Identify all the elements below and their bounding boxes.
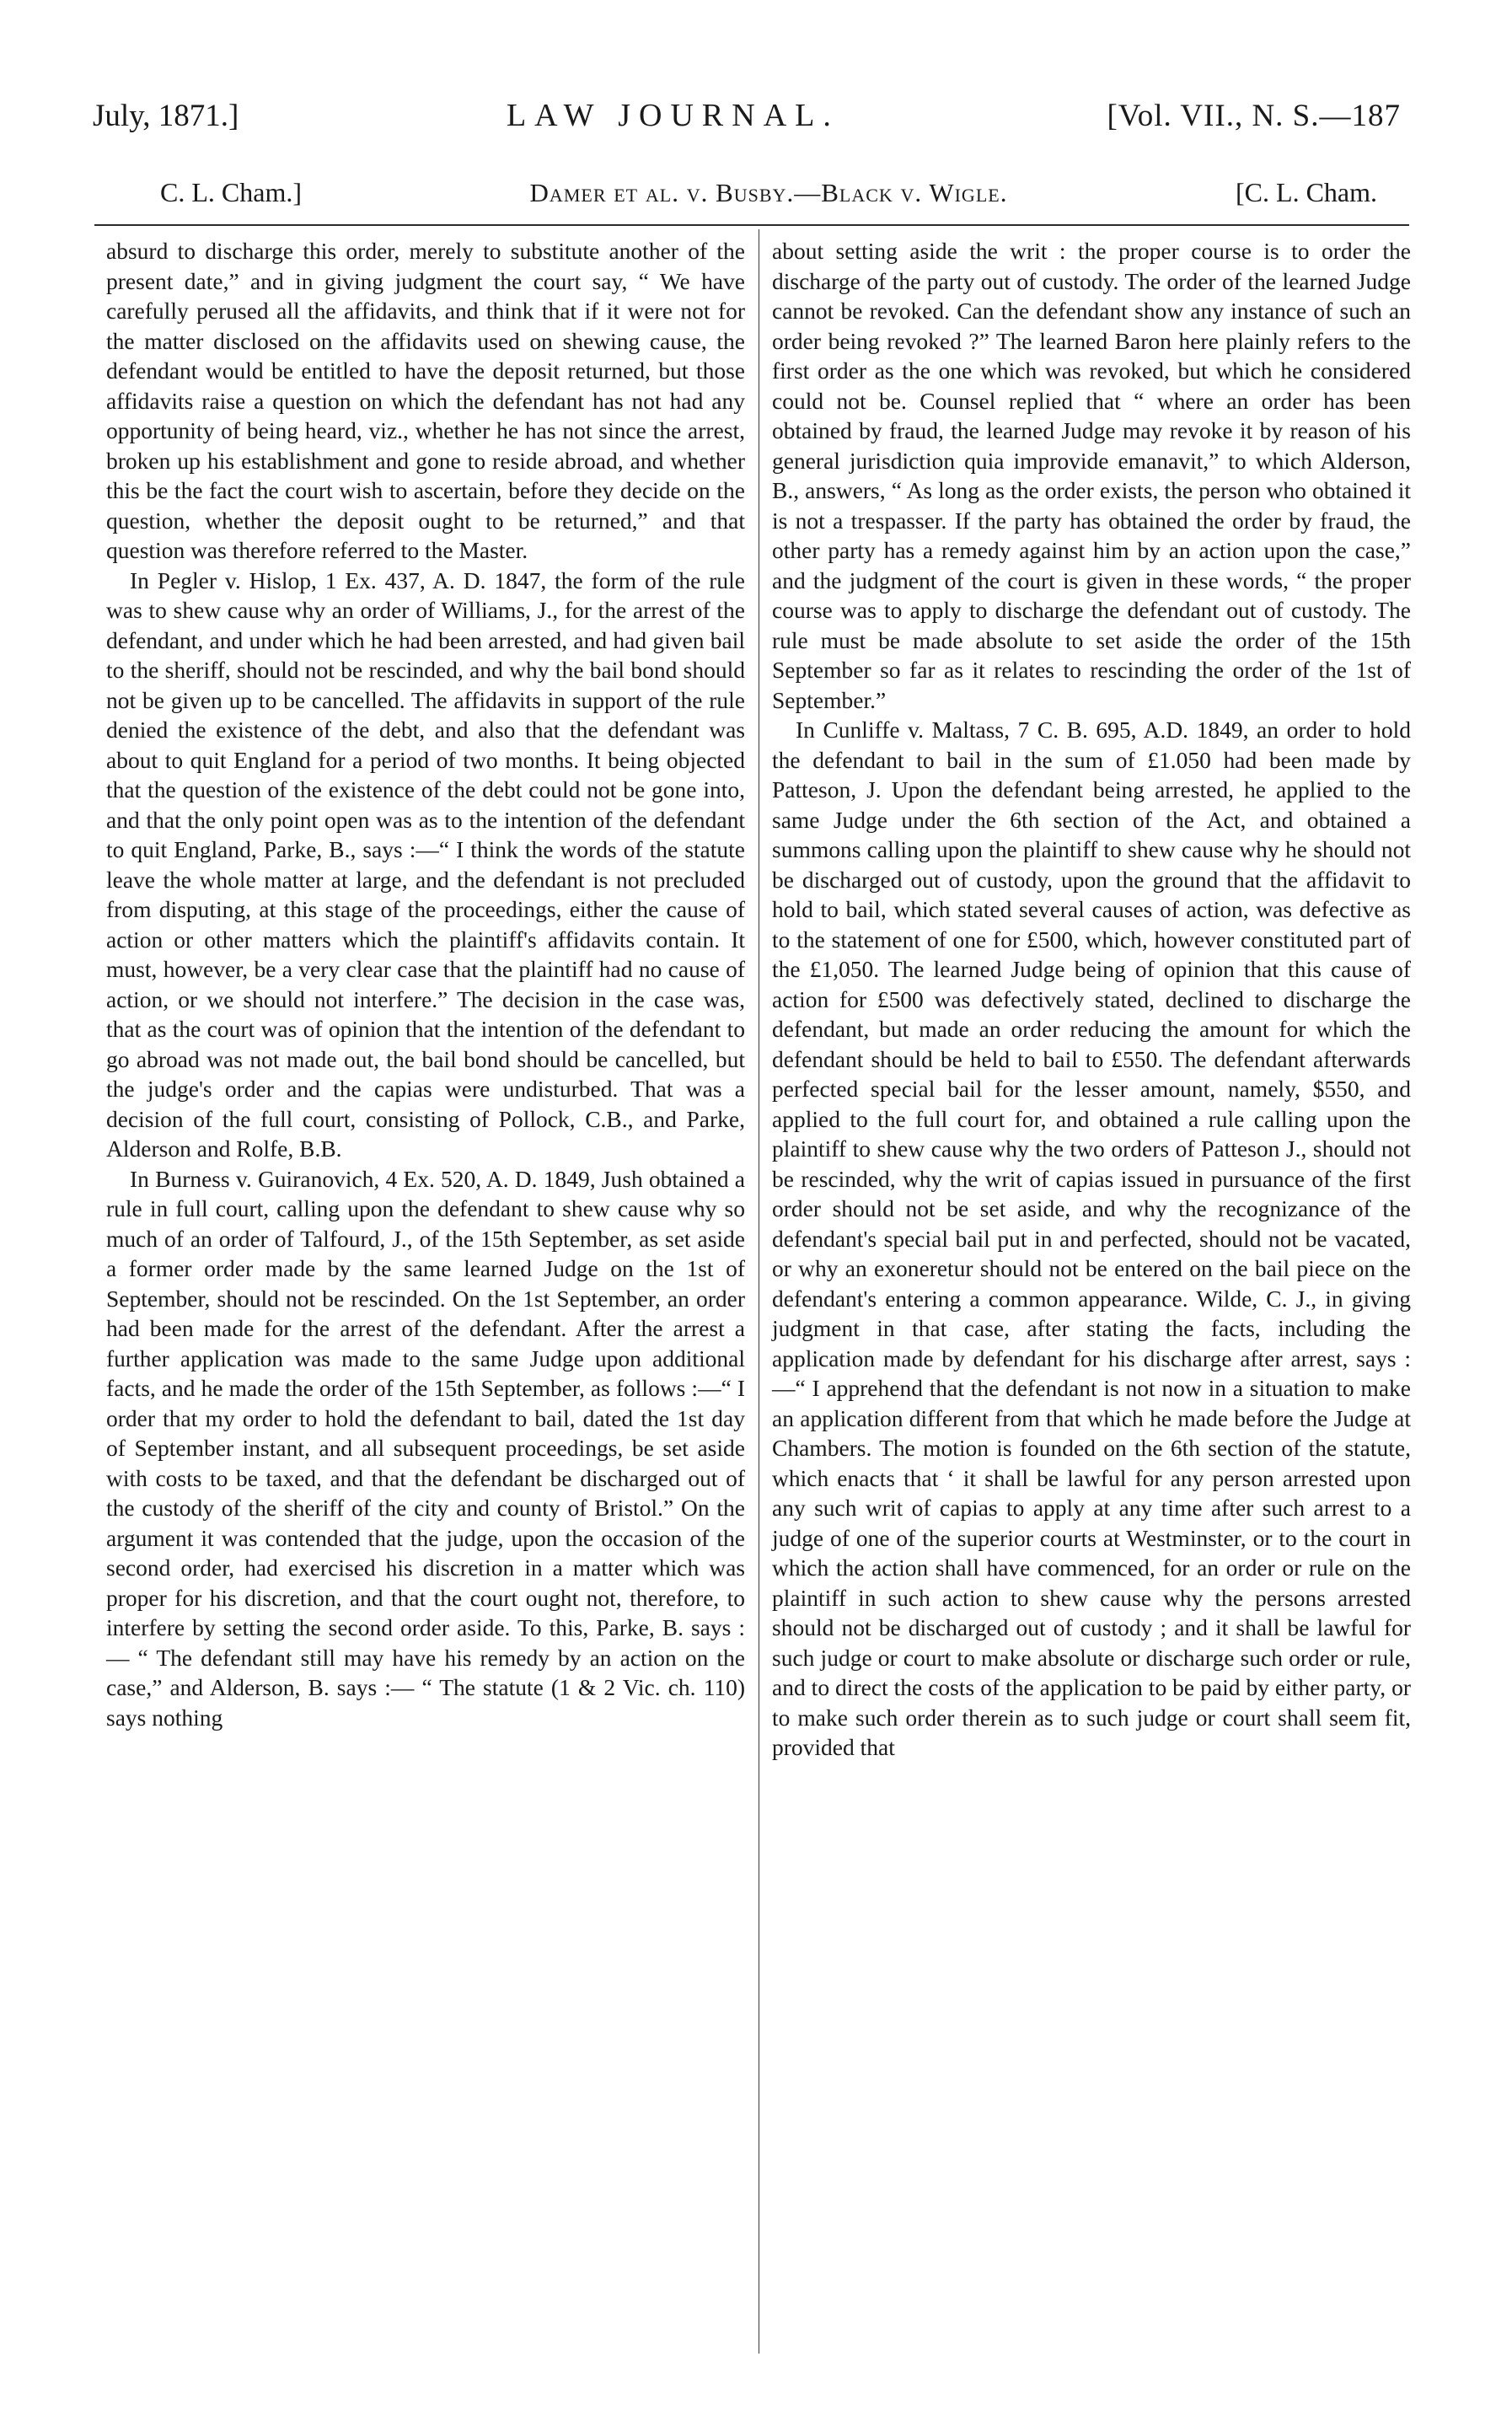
case-header [160,179,1377,212]
paragraph: absurd to discharge this order, merely to substitute another of the present date,” and in giving judgment the court say, “ We have carefully perused all the affidavits, and think that if it were not for the matter disclosed on the affidavits used on shewing cause, the defendant would be entitled to have the deposit returned, but those affidavits raise a question on which the defendant has not had any opportunity of being heard, viz., whether he has not since the arrest, broken up his establishment and gone to reside abroad, and whether this be the fact the court wish to ascertain, before they decide on the question, whether the deposit ought to be returned,” and that question was therefore referred to the Master. [106,238,745,563]
paragraph: In Cunliffe v. Maltass, 7 C. B. 695, A.D. 1849, an order to hold the defendant to bail in the sum of £1.050 had been made by Patteson, J. Upon the defendant being arrested, he applied to the same Judge under the 6th section of the Act, and obtained a summons calling upon the plaintiff to shew cause why he should not be discharged out of custody, upon the ground that the affidavit to hold to bail, which stated several causes of action, was defective as to the statement of one for £500, which, however constituted part of the £1,050. The learned Judge being of opinion that this cause of action for £500 was defectively stated, declined to discharge the defendant, but made an order reducing the amount for which the defendant should be held to bail to £550. The defendant afterwards perfected special bail for the lesser amount, namely, $550, and applied to the full court for, and obtained a rule calling upon the plaintiff to shew cause why the two orders of Patteson J., should not be rescinded, why the writ of capias issued in pursuance of the first order should not be set aside, and why the recognizance of the defendant's special bail put in and perfected, should not be vacated, or why an exoneretur should not be entered on the bail piece on the defendant's entering a common appearance. Wilde, C. J., in giving judgment in that case, after stating the facts, including the application made by defendant for his discharge after arrest, says :—“ I apprehend that the defendant is not now in a situation to make an application different from that which he made before the Judge at Chambers. The motion is founded on the 6th section of the statute, which enacts that ‘ it shall be lawful for any person arrested upon any such writ of capias to apply at any time after such arrest to a judge of one of the superior courts at Westminster, or to the court in which the action shall have commenced, for an order or rule on the plaintiff in such action to shew cause why the persons arrested should not be discharged out of custody ; and it shall be lawful for such judge or court to make absolute or discharge such order or rule, and to direct the costs of the application to be paid by either party, or to make such order therein as to such judge or court shall seem fit, provided that [772,717,1411,1760]
left-column [106,236,745,1732]
court-label-left: C. L. Cham.] [160,177,302,207]
paragraph: In Burness v. Guiranovich, 4 Ex. 520, A. D. 1849, Jush obtained a rule in full court, calling upon the defendant to shew cause why so much of an order of Talfourd, J., of the 15th September, as set aside a former order made by the same learned Judge on the 1st of September, should not be rescinded. On the 1st September, an order had been made for the arrest of the defendant. After the arrest a further application was made to the same Judge upon additional facts, and he made the order of the 15th September, as follows :—“ I order that my order to hold the defendant to bail, dated the 1st day of September instant, and all subsequent proceedings, be set aside with costs to be taxed, and that the defendant be discharged out of the custody of the sheriff of the city and county of Bristol.” On the argument it was contended that the judge, upon the occasion of the second order, had exercised his discretion in a matter which was proper for his discretion, and that the court ought not, therefore, to interfere by setting the second order aside. To this, Parke, B. says :— “ The defendant still may have his remedy by an action on the case,” and Alderson, B. says :— “ The statute (1 & 2 Vic. ch. 110) says nothing [106,1165,745,1731]
paragraph: In Pegler v. Hislop, 1 Ex. 437, A. D. 1847, the form of the rule was to shew cause why an order of Williams, J., for the arrest of the defendant, and under which he had been arrested, and had given bail to the sheriff, should not be rescinded, and why the bail bond should not be given up to be cancelled. The affidavits in support of the rule denied the existence of the debt, and also that the defendant was about to quit England for a period of two months. It being objected that the question of the existence of the debt could not be gone into, and that the only point open was as to the intention of the defendant to quit England, Parke, B., says :—“ I think the words of the statute leave the whole matter at large, and the defendant is not precluded from disputing, at this stage of the proceedings, either the cause of action or other matters which the plaintiff's affidavits contain. It must, however, be a very clear case that the plaintiff had no cause of action, or we should not interfere.” The decision in the case was, that as the court was of opinion that the intention of the defendant to go abroad was not made out, the bail bond should be cancelled, but the judge's order and the capias were undisturbed. That was a decision of the full court, consisting of Pollock, C.B., and Parke, Alderson and Rolfe, B.B. [106,566,745,1162]
journal-title: LAW JOURNAL. [506,98,839,133]
issue-date: July, 1871.] [93,99,239,133]
case-title: Damer et al. v. Busby.—Black v. Wigle. [529,178,1008,207]
header-rule [94,224,1409,226]
right-column [772,236,1411,1763]
volume-page-number: [Vol. VII., N. S.—187 [1107,99,1401,133]
court-label-right: [C. L. Cham. [1236,177,1377,207]
running-head [93,99,1401,138]
paragraph: about setting aside the writ : the proper course is to order the discharge of the party out of custody. The order of the learned Judge cannot be revoked. Can the defendant show any instance of such an order being revoked ?” The learned Baron here plainly refers to the first order as the one which was revoked, but which he considered could not be. Counsel replied that “ where an order has been obtained by fraud, the learned Judge may revoke it by reason of his general jurisdiction quia improvide emanavit,” to which Alderson, B., answers, “ As long as the order exists, the person who obtained it is not a trespasser. If the party has obtained the order by fraud, the other party has a remedy against him by an action upon the case,” and the judgment of the court is given in these words, “ the proper course was to apply to discharge the defendant out of custody. The rule must be made absolute to set aside the order of the 15th September so far as it relates to rescinding the order of the 1st of September.” [772,238,1411,713]
